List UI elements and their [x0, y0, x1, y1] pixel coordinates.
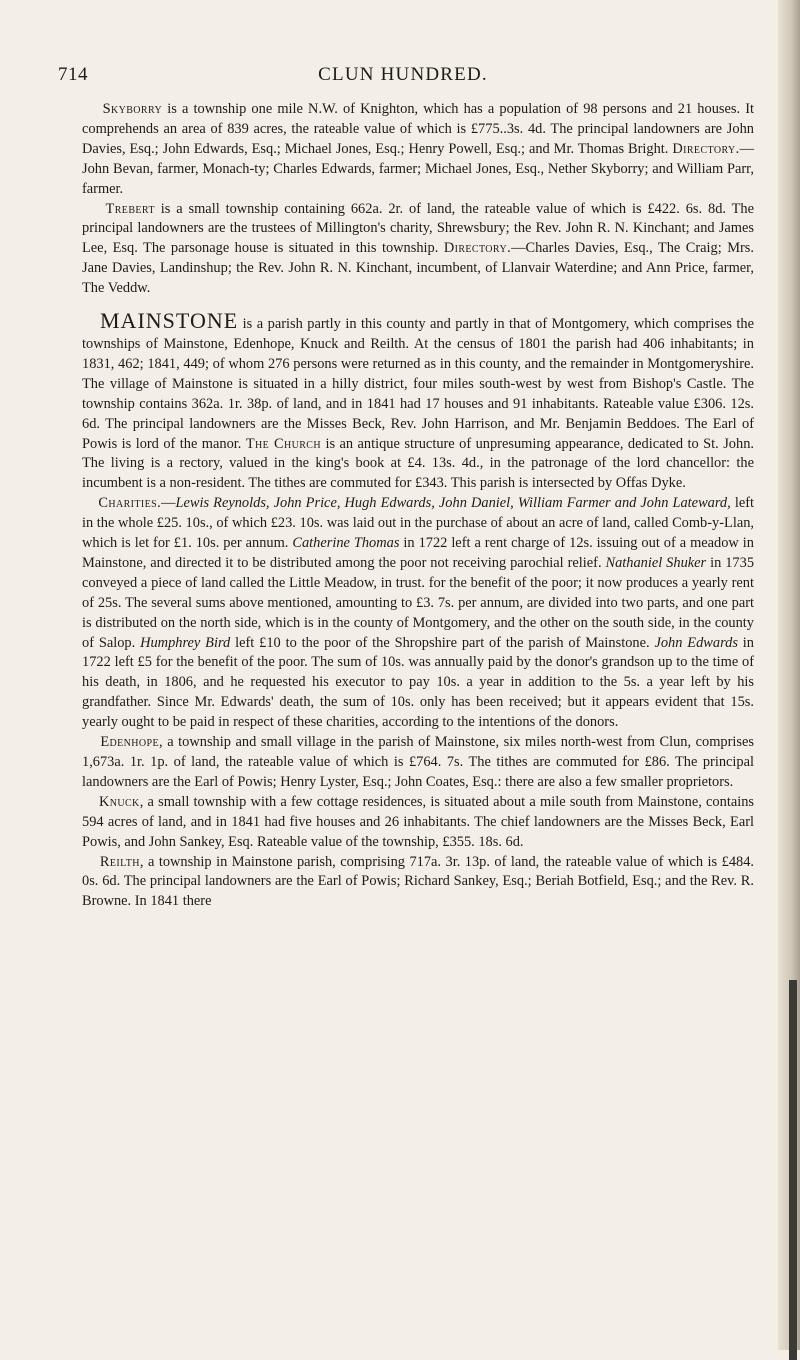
reilth-text: , a township in Mainstone parish, comprising 717a. 3r. 13p. of land, the rateable value of which is £484. 0s. 6d. The principal landowners are the Earl of Powis; Richard Sankey, Esq.; Beriah Botfield, Esq.; and the Rev. R. Browne. In 1841 there: [82, 853, 755, 910]
charities-donor-5: John Edwards: [654, 634, 738, 651]
running-title: CLUN HUNDRED.: [318, 64, 488, 85]
charities-text-4: left £10 to the poor of the Shropshire part of the parish of Mainstone.: [230, 634, 655, 651]
charities-text-1: left in the whole £25. 10s., of which £23. 10s. was laid out in the purchase of about an acre of land, called Comb-y-Llan, which is let for £1. 10s. per annum.: [82, 495, 754, 552]
knuck-text: , a small township with a few cottage residences, is situated about a mile south from Mainstone, contains 594 acres of land, and in 1841 had five houses and 26 inhabitants. The chief landowners are the Misses Beck, Earl Powis, and John Sankey, Esq. Rateable value of the township, £355. 18s. 6d.: [82, 793, 754, 850]
paragraph-knuck: [82, 793, 754, 853]
township-name-trebert: Trebert: [105, 200, 155, 217]
skyborry-directory-label: Directory.: [672, 140, 740, 157]
charities-label: Charities.: [98, 495, 162, 512]
page-edge-shadow: [778, 0, 800, 1350]
charities-text-3: in 1735 conveyed a piece of land called the Little Meadow, in trust. for the benefit of the poor; it now produces a yearly rent of 25s. The several sums above mentioned, amounting to £3. 7s. per annum, are divided into two parts, and one part is distributed on the north side, which is in the county of Montgomery, and the other on the south side, in the county of Salop.: [82, 554, 755, 651]
paragraph-reilth: [82, 853, 754, 913]
paragraph-charities: Charities.—Lewis Reynolds, John Price, Hugh Edwards, John Daniel, William Farmer and John Lateward, left in the whole £25. 10s., of which £23. 10s. was laid out in the purchase of about an acre of land, called Comb-y-Llan, which is let for £1. 10s. per annum. Catherine Thomas in 1722 left a rent charge of 12s. issuing out of a meadow in Mainstone, and directed it to be distributed among the poor not receiving parochial relief. Nathaniel Shuker in 1735 conveyed a piece of land called the Little Meadow, in trust. for the benefit of the poor; it now produces a yearly rent of 25s. The several sums above mentioned, amounting to £3. 7s. per annum, are divided into two parts, and one part is distributed on the north side, which is in the county of Montgomery, and the other on the south side, in the county of Salop. Humphrey Bird left £10 to the poor of the Shropshire part of the parish of Mainstone. John Edwards in 1722 left £5 for the benefit of the poor. The sum of 10s. was annually paid by the donor's grandson up to the time of his death, in 1806, and he requested his executor to pay 10s. a year in addition to the 5s. a year left by his grandfather. Since Mr. Edwards' death, the sum of 10s. only has been received; but it appears evident that 15s. yearly ought to be paid in respect of these charities, according to the intentions of the donors.: [82, 495, 755, 731]
trebert-directory-text: —Charles Davies, Esq., The Craig; Mrs. Jane Davies, Landinshup; the Rev. John R. N. Kinchant, incumbent, of Llanvair Waterdine; and Ann Price, farmer, The Veddw.: [82, 240, 754, 297]
page-number: 714: [58, 64, 88, 85]
township-name-skyborry: Skyborry: [102, 101, 163, 117]
paragraph-skyborry: [82, 100, 754, 200]
charities-donor-3: Nathaniel Shuker: [605, 554, 707, 571]
body-text: [82, 100, 754, 912]
charities-donor-4: Humphrey Bird: [140, 634, 231, 651]
parish-title-mainstone: MAINSTONE: [100, 308, 239, 334]
mainstone-text-1: is a parish partly in this county and partly in that of Montgomery, which comprises the townships of Mainstone, Edenhope, Knuck and Reilth. At the census of 1801 the parish had 406 inhabitants; in 1831, 462; 1841, 449; of whom 276 persons were returned as in this county, and the remainder in Montgomeryshire. The village of Mainstone is situated in a hilly district, four miles south-west by west from Bishop's Castle. The township contains 362a. 1r. 38p. of land, and in 1841 had 17 houses and 91 inhabitants. Rateable value £306. 12s. 6d. The principal landowners are the Misses Beck, Rev. John Harrison, and Mr. Benjamin Beddoes. The Earl of Powis is lord of the manor.: [82, 316, 755, 452]
charities-donors-1: Lewis Reynolds, John Price, Hugh Edwards, John Daniel, William Farmer and John Lateward,: [175, 495, 731, 512]
township-name-knuck: Knuck: [98, 793, 140, 810]
trebert-directory-label: Directory.: [443, 240, 512, 257]
charities-text-5: in 1722 left £5 for the benefit of the poor. The sum of 10s. was annually paid by the donor's grandson up to the time of his death, in 1806, and he requested his executor to pay 10s. a year in addition to the 5s. a year left by his grandfather. Since Mr. Edwards' death, the sum of 10s. only has been received; but it appears evident that 15s. yearly ought to be paid in respect of these charities, according to the intentions of the donors.: [82, 634, 754, 731]
paragraph-edenhope: [82, 733, 754, 793]
charities-text-2: in 1722 left a rent charge of 12s. issuing out of a meadow in Mainstone, and directed it to be distributed among the poor not receiving parochial relief.: [82, 535, 754, 571]
page-header: [58, 62, 748, 90]
mainstone-text-2: is an antique structure of unpresuming appearance, dedicated to St. John. The living is a rectory, valued in the king's book at £4. 13s. 4d., in the patronage of the lord chancellor: the incumbent is a non-resident. The tithes are commuted for £343. This parish is intersected by Offas Dyke.: [82, 435, 754, 492]
charities-donor-2: Catherine Thomas: [292, 535, 400, 552]
township-name-edenhope: Edenhope: [100, 734, 160, 751]
paragraph-mainstone: [82, 308, 755, 494]
trebert-text: is a small township containing 662a. 2r. of land, the rateable value of which is £422. 6s. 8d. The principal landowners are the trustees of Millington's charity, Shrewsbury; the Rev. John R. N. Kinchant; and James Lee, Esq. The parsonage house is situated in this township.: [82, 200, 754, 257]
edenhope-text: , a township and small village in the parish of Mainstone, six miles north-west from Clun, comprises 1,673a. 1r. 1p. of land, the rateable value of which is £764. 7s. The tithes are commuted for £86. The principal landowners are the Earl of Powis; Henry Lyster, Esq.; John Coates, Esq.: there are also a few smaller proprietors.: [82, 734, 755, 790]
church-label: The Church: [245, 435, 321, 452]
skyborry-text: is a township one mile N.W. of Knighton, which has a population of 98 persons and 21 houses. It comprehends an area of 839 acres, the rateable value of which is £775..3s. 4d. The principal landowners are John Davies, Esq.; John Edwards, Esq.; Michael Jones, Esq.; Henry Powell, Esq.; and Mr. Thomas Bright.: [82, 101, 755, 157]
paragraph-trebert: [82, 200, 754, 300]
skyborry-directory-text: — John Bevan, farmer, Monach-ty; Charles Edwards, farmer; Michael Jones, Esq., Nether Skyborry; and William Parr, farmer.: [82, 140, 754, 197]
township-name-reilth: Reilth: [99, 853, 140, 870]
